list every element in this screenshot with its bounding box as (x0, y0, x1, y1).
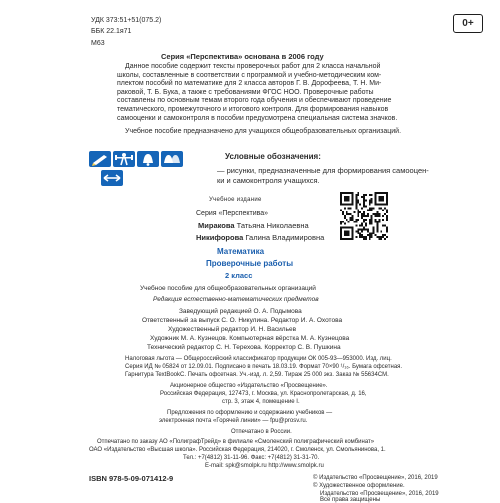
description-line: Данное пособие содержит тексты проверочных работ для 2 класса начальной (125, 63, 381, 70)
description-line: тематического, промежуточного и итогового контроля. Для формирования навыков (117, 105, 389, 113)
udk-code: УДК 373:51+51(075.2) (91, 17, 162, 24)
arrows-icon (101, 170, 123, 186)
bbk-code: ББК 22.1я71 (91, 28, 132, 35)
book-title: Математика (217, 247, 265, 256)
author-1 (198, 222, 309, 230)
book-grade: 2 класс (225, 271, 253, 280)
age-rating-badge: 0+ (453, 14, 483, 33)
copyright-line: © Художественное оформление. (313, 483, 405, 489)
legend-text: — рисунки, предназначенные для формирования самооцен- (217, 166, 429, 175)
legend-title: Условные обозначения: (225, 152, 321, 161)
publisher-line: стр. 3, этаж 4, помещение I. (222, 399, 300, 405)
imprint-line: Серия ИД № 05824 от 12.09.01. Подписано в печать 18.03.19. Формат 70×90 ¹/₁₆. Бумага офсетная. (125, 364, 403, 370)
credit-line: Художник М. А. Кузнецов. Компьютерная вёрстка М. А. Кузнецова (150, 335, 350, 342)
printed-in: Отпечатано в России. (231, 429, 292, 435)
feedback-line: Предложения по оформлению и содержанию учебников — (167, 410, 333, 416)
printing-line: ОАО «Издательство «Высшая школа». Российская Федерация, 214020, г. Смоленск, ул. Смольянинова, 1. (89, 447, 386, 453)
author-name: Татьяна Николаевна (236, 221, 309, 230)
printing-line: Тел.: +7(4812) 31-11-96. Факс: +7(4812) 31-31-70. (183, 455, 320, 461)
imprint-line: Гарнитура TextBookC. Печать офсетная. Уч.-изд. л. 2,59. Тираж 25 000 экз. Заказ № 55634СМ. (125, 372, 389, 378)
description-line: плектом пособий по математике для 2 класса авторов Г. В. Дорофеева, Т. Н. Ми- (117, 80, 382, 88)
description-line: самооценки и самоконтроля в пособии предусмотрена специальная система значков. (117, 114, 398, 122)
copyright-line: © Издательство «Просвещение», 2016, 2019 (313, 475, 438, 481)
bell-icon (137, 151, 159, 167)
credit-line: Заведующий редакцией О. А. Подымова (179, 308, 302, 315)
credit-line: Ответственный за выпуск С. О. Никулина. Редактор И. А. Охотова (142, 317, 343, 324)
imprint-line: Налоговая льгота — Общероссийский классификатор продукции ОК 005-93—953000. Изд. лиц. (125, 356, 392, 362)
edition-type: Учебное издание (209, 197, 262, 203)
author-2 (196, 234, 324, 242)
publisher-line: Российская Федерация, 127473, г. Москва, ул. Краснопролетарская, д. 16, (160, 391, 367, 397)
isbn: ISBN 978-5-09-071412-9 (89, 474, 174, 483)
description-line: составлены по основным темам второго года обучения и обеспечивают проведение (117, 97, 392, 105)
two-bells-icon (161, 151, 183, 167)
author-mark: М63 (91, 40, 105, 47)
weightlifter-icon (113, 151, 135, 167)
legend-text: ки и самоконтроля учащихся. (217, 176, 320, 185)
printing-line: E-mail: spk@smolpk.ru http://www.smolpk.ru (205, 463, 324, 469)
author-surname: Никифорова (196, 233, 244, 242)
book-subtitle: Проверочные работы (206, 259, 294, 268)
credit-line: Технический редактор С. Н. Терехова. Корректор С. В. Пушкина (147, 344, 341, 351)
edition-series: Серия «Перспектива» (196, 210, 269, 217)
copyright-line: Все права защищены (320, 497, 381, 503)
printing-line: Отпечатано по заказу АО «ПолиграфТрейд» в филиале «Смоленский полиграфический комбинат» (97, 439, 375, 445)
series-heading: Серия «Перспектива» основана в 2006 году (161, 52, 324, 61)
feedback-line: электронная почта «Горячей линии» — fpu@prosv.ru. (159, 418, 308, 424)
qr-code (340, 192, 388, 240)
author-surname: Миракова (198, 221, 235, 230)
publisher-line: Акционерное общество «Издательство «Просвещение». (170, 383, 328, 389)
pencil-icon (89, 151, 111, 167)
description (117, 63, 484, 123)
copyright-line: Издательство «Просвещение», 2016, 2019 (320, 491, 439, 497)
book-purpose: Учебное пособие для общеобразовательных организаций (140, 285, 316, 292)
editorial-office: Редакция естественно-математических предметов (153, 296, 319, 303)
audience-note: Учебное пособие предназначено для учащихся общеобразовательных организаций. (125, 128, 402, 135)
author-name: Галина Владимировна (245, 233, 325, 242)
description-line: раковой, Т. Б. Бука, а также с требованиями ФГОС НОО. Проверочные работы (117, 88, 374, 96)
credit-line: Художественный редактор И. Н. Васильев (168, 326, 297, 333)
description-line: школы, составленные в соответствии с программой и учебно-методическим ком- (117, 71, 382, 79)
